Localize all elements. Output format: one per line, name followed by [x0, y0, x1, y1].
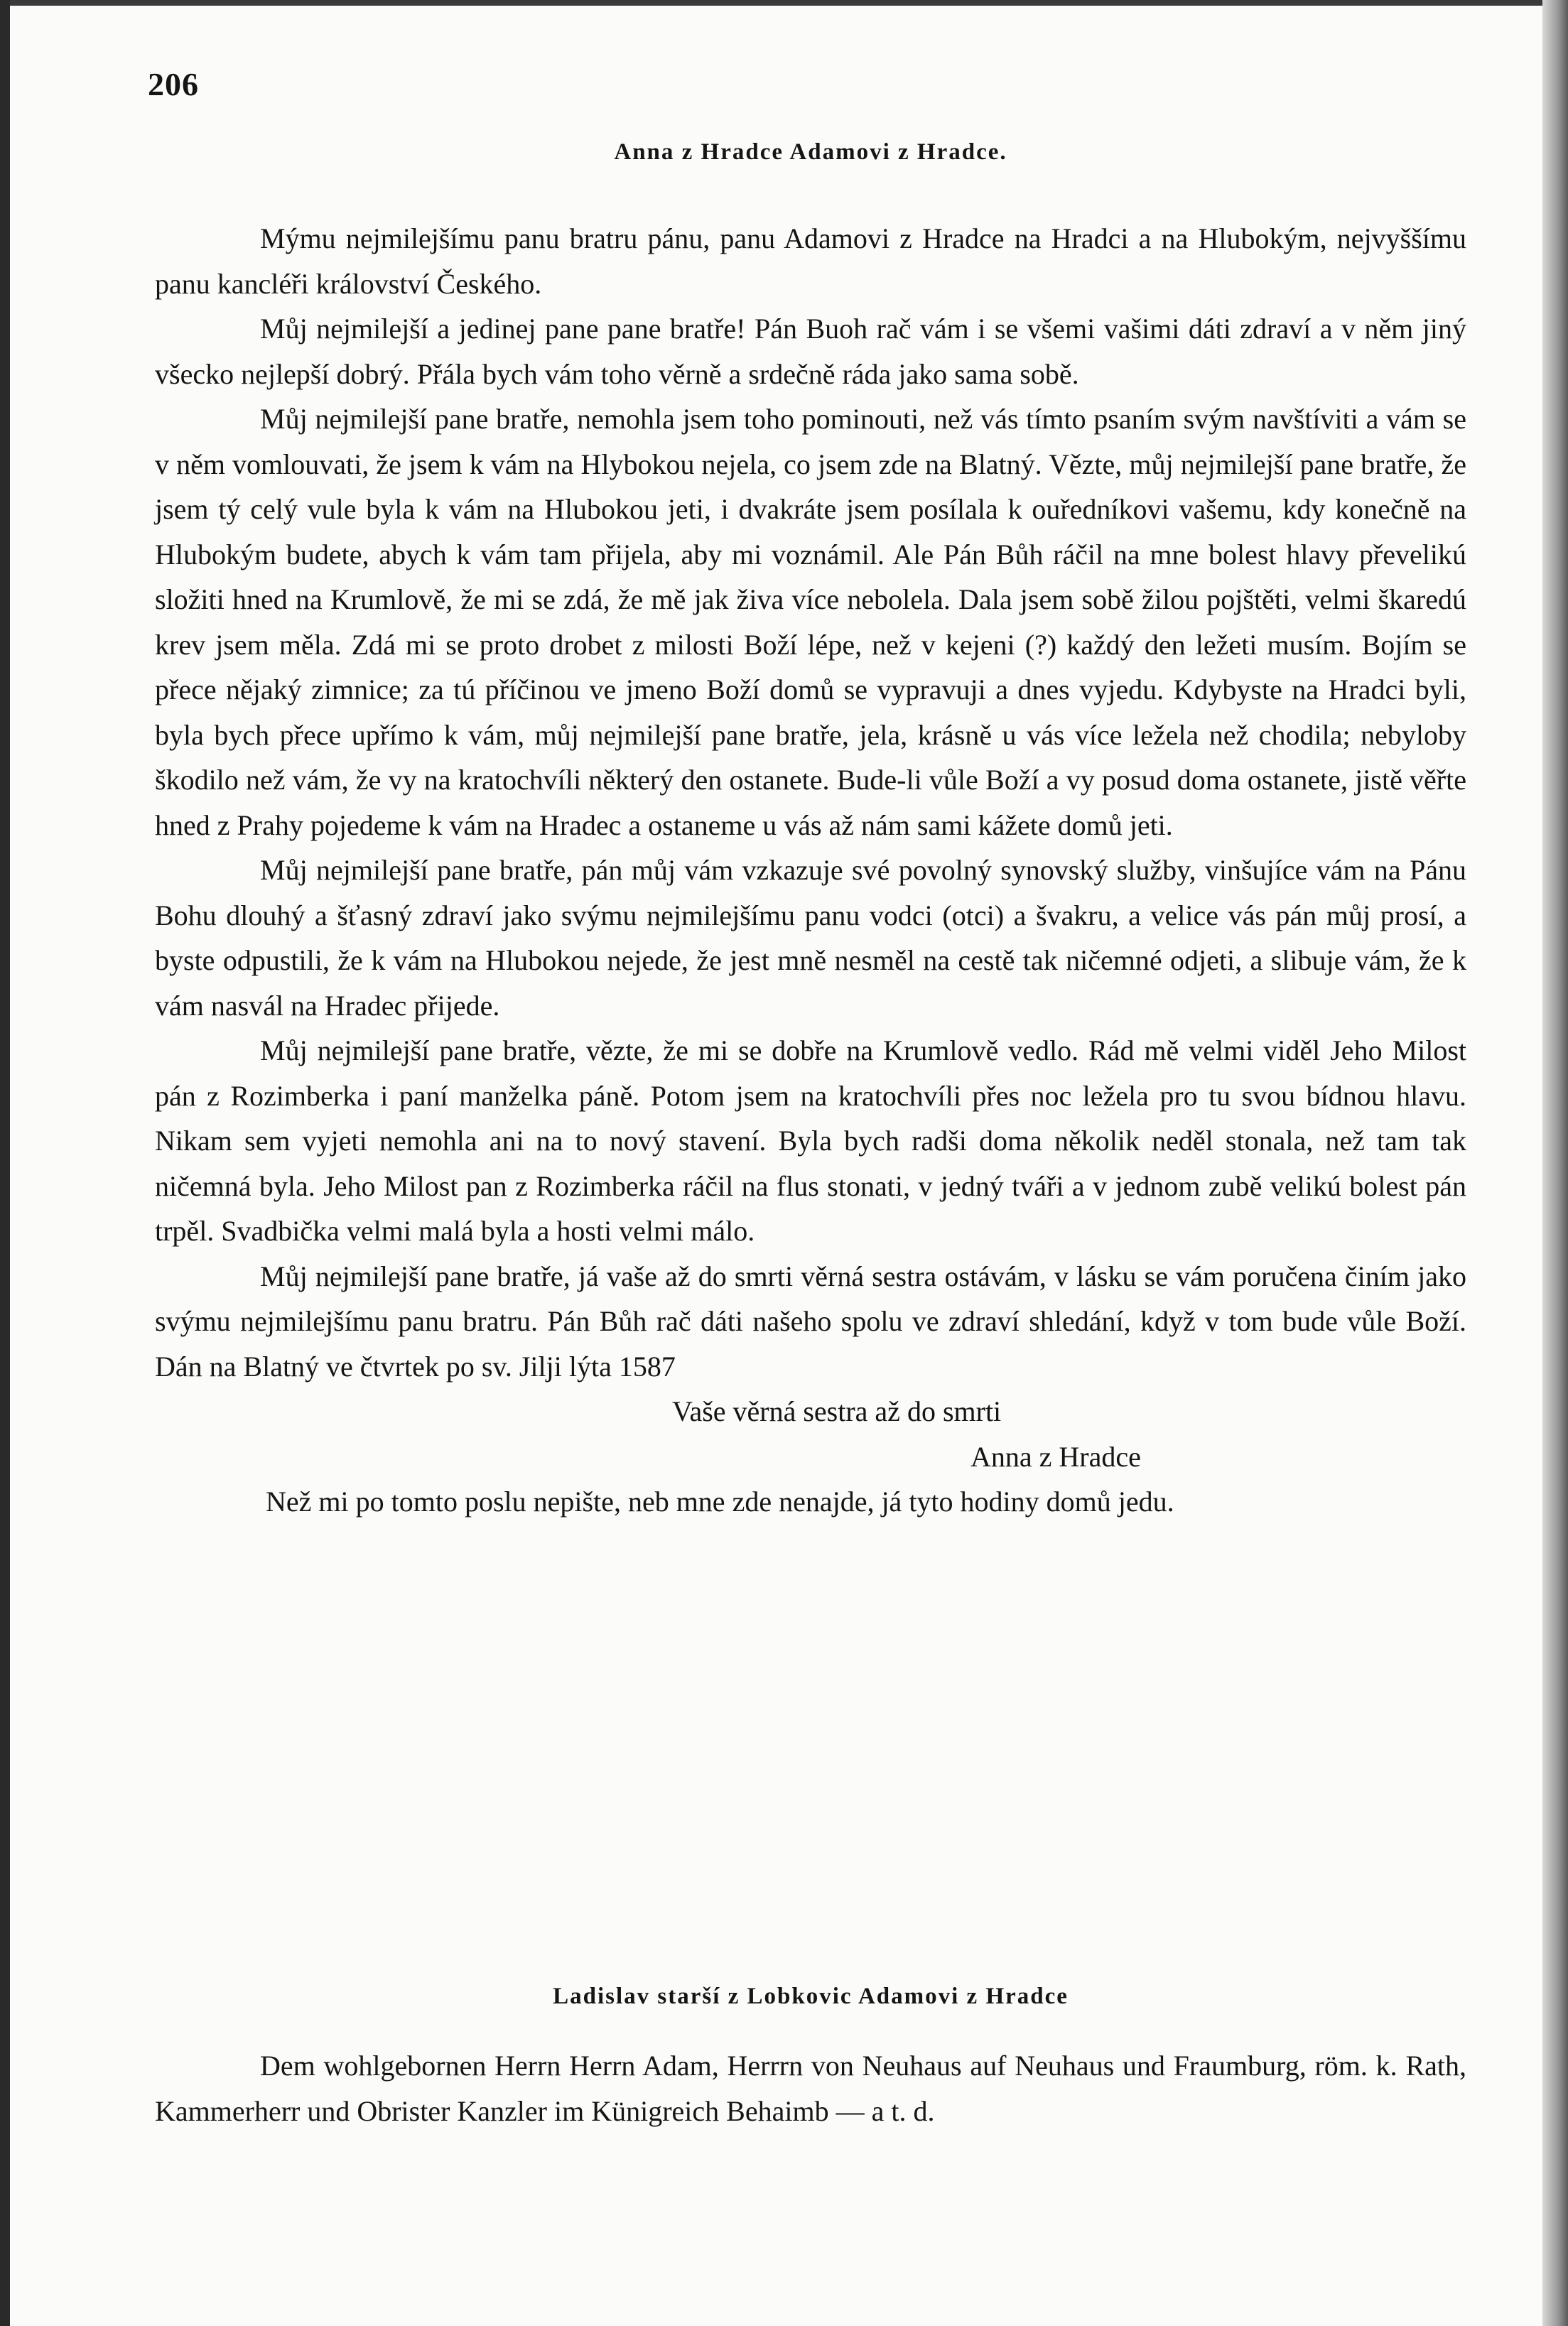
letter-1-paragraph: Můj nejmilejší pane bratře, nemohla jsem toho pominouti, než vás tímto psaním svým navštíviti a vám se v něm vomlouvati, že jsem k vám na Hlybokou nejela, co jsem zde na Blatný. Vězte, můj nejmilejší pane bratře, že jsem tý celý vule byla k vám na Hlubokou jeti, i dvakráte jsem posílala k ouředníkovi vašemu, kdy konečně na Hlubokým budete, abych k vám tam přijela, aby mi voznámil. Ale Pán Bůh ráčil na mne bolest hlavy převelikú složiti hned na Krumlově, že mi se zdá, že mě jak živa více nebolela. Dala jsem sobě žilou pojštěti, velmi škaredú krev jsem měla. Zdá mi se proto drobet z milosti Boží lépe, než v kejeni (?) každý den ležeti musím. Bojím se přece nějaký zimnice; za tú příčinou ve jmeno Boží domů se vypravuji a dnes vyjedu. Kdybyste na Hradci byli, byla bych přece upřímo k vám, můj nejmilejší pane bratře, jela, krásně u vás více ležela než chodila; nebyloby škodilo než vám, že vy na kratochvíli některý den ostanete. Bude-li vůle Boží a vy posud doma ostanete, jistě věřte hned z Prahy pojedeme k vám na Hradec a ostaneme u vás až nám sami kážete domů jeti.: [155, 403, 1466, 841]
letter-1-paragraph: Můj nejmilejší pane bratře, pán můj vám vzkazuje své povolný synovský služby, vinšujíce vám na Pánu Bohu dlouhý a šťasný zdraví jako svýmu nejmilejšímu panu vodci (otci) a švakru, a velice vás pán můj prosí, a byste odpustili, že k vám na Hlubokou nejede, že jest mně nesměl na cestě tak ničemné odjeti, a slibuje vám, že k vám nasvál na Hradec přijede.: [155, 854, 1466, 1022]
letter-1-signature: Anna z Hradce: [970, 1440, 1141, 1473]
letter-1-address: Mýmu nejmilejšímu panu bratru pánu, panu Adamovi z Hradce na Hradci a na Hlubokým, nejvyššímu panu kancléři království Českého.: [155, 222, 1466, 300]
letter-1-body: [155, 216, 1466, 1525]
letter-1-salutation: Vaše věrná sestra až do smrti: [672, 1395, 1002, 1427]
letter-1-postscript: Než mi po tomto poslu nepište, neb mne zde nenajde, já tyto hodiny domů jedu.: [266, 1486, 1174, 1518]
letter-1-paragraph: Můj nejmilejší pane bratře, vězte, že mi se dobře na Krumlově vedlo. Rád mě velmi viděl Jeho Milost pán z Rozimberka i paní manželka páně. Potom jsem na kratochvíli přes noc ležela pro tu svou bídnou hlavu. Nikam sem vyjeti nemohla ani na to nový stavení. Byla bych radši doma několik neděl stonala, než tam tak ničemná byla. Jeho Milost pan z Rozimberka ráčil na flus stonati, v jedný tváři a v jednom zubě velikú bolest pán trpěl. Svadbička velmi malá byla a hosti velmi málo.: [155, 1034, 1466, 1247]
scan-edge-right: [1542, 0, 1568, 2326]
scan-edge-top: [0, 0, 1568, 6]
page-number: 206: [148, 66, 199, 102]
letter-2-body: [155, 2043, 1466, 2134]
letter-2-address: Dem wohlgebornen Herrn Herrn Adam, Herrrn von Neuhaus auf Neuhaus und Fraumburg, röm. k. Rath, Kammerherr und Obrister Kanzler im Künigreich Behaimb — a t. d.: [155, 2050, 1466, 2127]
scan-edge-left: [0, 0, 10, 2326]
letter-2-heading: Ladislav starší z Lobkovic Adamovi z Hradce: [553, 1984, 1069, 2009]
letter-1-paragraph: Můj nejmilejší pane bratře, já vaše až do smrti věrná sestra ostávám, v lásku se vám poručena činím jako svýmu nejmilejšímu panu bratru. Pán Bůh rač dáti našeho spolu ve zdraví shledání, když v tom bude vůle Boží. Dán na Blatný ve čtvrtek po sv. Jilji lýta 1587: [155, 1260, 1466, 1383]
letter-1-paragraph: Můj nejmilejší a jedinej pane pane bratře! Pán Buoh rač vám i se všemi vašimi dáti zdraví a v něm jiný všecko nejlepší dobrý. Přála bych vám toho věrně a srdečně ráda jako sama sobě.: [155, 313, 1466, 390]
letter-1-heading: Anna z Hradce Adamovi z Hradce.: [614, 139, 1007, 165]
